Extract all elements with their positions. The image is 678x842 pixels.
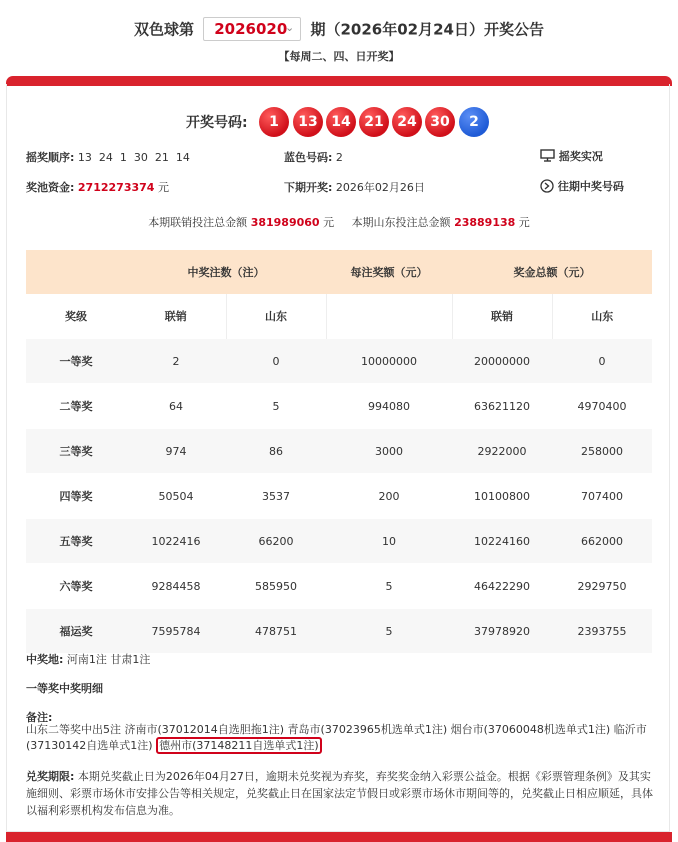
live-video-label: 摇奖实况 bbox=[558, 150, 603, 163]
table-cell: 66200 bbox=[226, 519, 326, 564]
red-ball: 21 bbox=[359, 107, 389, 137]
arrow-circle-icon bbox=[540, 179, 554, 193]
sd-sales-value: 23889138 bbox=[454, 216, 516, 229]
table-cell: 2922000 bbox=[452, 429, 552, 474]
table-cell: 二等奖 bbox=[26, 384, 126, 429]
sd-sales-label: 本期山东投注总金额 bbox=[351, 216, 451, 229]
table-cell: 50504 bbox=[126, 474, 226, 519]
table-cell: 585950 bbox=[226, 564, 326, 609]
table-cell: 2 bbox=[126, 339, 226, 384]
title-suffix: 期（2026年02月24日）开奖公告 bbox=[310, 20, 544, 39]
table-cell: 五等奖 bbox=[26, 519, 126, 564]
table-row bbox=[26, 519, 652, 564]
table-cell: 3000 bbox=[326, 429, 452, 474]
winning-numbers-label: 开奖号码: bbox=[186, 115, 248, 131]
header-union: 联销 bbox=[452, 294, 552, 339]
table-cell: 258000 bbox=[552, 429, 652, 474]
table-row bbox=[26, 609, 652, 654]
union-sales-value: 381989060 bbox=[250, 216, 320, 229]
table-cell: 200 bbox=[326, 474, 452, 519]
table-cell: 0 bbox=[226, 339, 326, 384]
highlighted-note: 德州市(37148211自选单式1注) bbox=[156, 737, 322, 754]
header-level: 奖级 bbox=[26, 294, 126, 339]
jackpot-pool-unit: 元 bbox=[157, 181, 169, 194]
jackpot-pool-label: 奖池资金: bbox=[26, 181, 75, 194]
live-video-link[interactable] bbox=[540, 148, 603, 164]
table-cell: 4970400 bbox=[552, 384, 652, 429]
bottom-accent-bar bbox=[6, 832, 672, 842]
winning-locations-value: 河南1注 甘肃1注 bbox=[66, 653, 151, 666]
notes-body: 山东二等奖中出5注 济南市(37012014自选胆拖1注) 青岛市(37023965机选单式1注) 烟台市(37060048机选单式1注) 临沂市(37130142自选单式1注) bbox=[26, 723, 647, 752]
table-cell: 10100800 bbox=[452, 474, 552, 519]
table-cell: 478751 bbox=[226, 609, 326, 654]
jackpot-pool bbox=[26, 179, 169, 195]
table-cell: 86 bbox=[226, 429, 326, 474]
red-ball: 13 bbox=[293, 107, 323, 137]
table-cell: 六等奖 bbox=[26, 564, 126, 609]
header-winner-count: 中奖注数（注） bbox=[126, 250, 326, 294]
redeem-deadline bbox=[26, 768, 658, 819]
blue-number-label: 蓝色号码: bbox=[284, 151, 333, 164]
notes-text bbox=[26, 722, 656, 754]
table-cell: 37978920 bbox=[452, 609, 552, 654]
chevron-down-icon: ⌄ bbox=[285, 21, 295, 34]
next-draw-label: 下期开奖: bbox=[284, 181, 333, 194]
table-cell: 7595784 bbox=[126, 609, 226, 654]
blue-ball: 2 bbox=[459, 107, 489, 137]
table-cell: 9284458 bbox=[126, 564, 226, 609]
table-cell: 0 bbox=[552, 339, 652, 384]
header-union: 联销 bbox=[126, 294, 226, 339]
table-cell: 一等奖 bbox=[26, 339, 126, 384]
header-sd: 山东 bbox=[552, 294, 652, 339]
sales-summary bbox=[0, 214, 678, 230]
sd-sales-unit: 元 bbox=[518, 216, 530, 229]
table-cell: 10224160 bbox=[452, 519, 552, 564]
red-ball: 30 bbox=[425, 107, 455, 137]
winning-locations bbox=[26, 651, 150, 667]
header-prize-each: 每注奖额（元） bbox=[326, 250, 452, 294]
draw-order-value: 13 24 1 30 21 14 bbox=[77, 151, 190, 164]
table-cell: 三等奖 bbox=[26, 429, 126, 474]
table-cell: 5 bbox=[326, 609, 452, 654]
header-prize-total: 奖金总额（元） bbox=[452, 250, 652, 294]
red-ball: 14 bbox=[326, 107, 356, 137]
table-cell: 662000 bbox=[552, 519, 652, 564]
table-row bbox=[26, 339, 652, 384]
prize-table bbox=[26, 250, 652, 653]
blue-number-value: 2 bbox=[335, 151, 343, 164]
first-prize-detail-heading: 一等奖中奖明细 bbox=[26, 682, 103, 695]
table-row bbox=[26, 429, 652, 474]
table-row bbox=[26, 474, 652, 519]
table-cell: 10 bbox=[326, 519, 452, 564]
table-cell: 20000000 bbox=[452, 339, 552, 384]
table-cell: 2929750 bbox=[552, 564, 652, 609]
table-cell: 3537 bbox=[226, 474, 326, 519]
table-cell: 994080 bbox=[326, 384, 452, 429]
title-prefix: 双色球第 bbox=[134, 20, 195, 39]
red-ball: 1 bbox=[259, 107, 289, 137]
table-cell: 福运奖 bbox=[26, 609, 126, 654]
table-cell: 5 bbox=[326, 564, 452, 609]
header-sd: 山东 bbox=[226, 294, 326, 339]
table-cell: 46422290 bbox=[452, 564, 552, 609]
table-cell: 1022416 bbox=[126, 519, 226, 564]
page-title bbox=[0, 17, 678, 41]
next-draw-value: 2026年02月26日 bbox=[335, 181, 425, 194]
table-cell: 5 bbox=[226, 384, 326, 429]
table-row bbox=[26, 384, 652, 429]
table-cell: 2393755 bbox=[552, 609, 652, 654]
table-subheader-row bbox=[26, 294, 652, 339]
draw-schedule: 【每周二、四、日开奖】 bbox=[278, 50, 400, 63]
redeem-text: 本期兑奖截止日为2026年04月27日，逾期未兑奖视为弃奖，弃奖奖金纳入彩票公益金。根据《彩票管理条例》及其实施细则、彩票市场休市安排公告等相关规定，兑奖截止日在国家法定节假日或彩票市场休市期间等的，兑奖截止日相应顺延，具体以福利彩票机构发布信息为准。 bbox=[26, 770, 653, 817]
blue-number bbox=[284, 149, 343, 165]
table-cell: 974 bbox=[126, 429, 226, 474]
union-sales-label: 本期联销投注总金额 bbox=[148, 216, 248, 229]
table-cell: 四等奖 bbox=[26, 474, 126, 519]
table-cell: 10000000 bbox=[326, 339, 452, 384]
winning-locations-label: 中奖地: bbox=[26, 653, 64, 666]
table-cell: 63621120 bbox=[452, 384, 552, 429]
redeem-label: 兑奖期限: bbox=[26, 770, 75, 783]
notes-label: 备注: bbox=[26, 711, 53, 724]
draw-order-label: 摇奖顺序: bbox=[26, 151, 75, 164]
table-row bbox=[26, 564, 652, 609]
issue-value: 2026020 bbox=[214, 20, 288, 38]
history-numbers-link[interactable] bbox=[540, 178, 624, 194]
union-sales-unit: 元 bbox=[323, 216, 335, 229]
table-cell: 64 bbox=[126, 384, 226, 429]
jackpot-pool-value: 2712273374 bbox=[77, 181, 155, 194]
history-numbers-label: 往期中奖号码 bbox=[557, 180, 624, 193]
table-cell: 707400 bbox=[552, 474, 652, 519]
monitor-icon bbox=[540, 149, 555, 162]
table-header-row bbox=[26, 250, 652, 294]
red-ball: 24 bbox=[392, 107, 422, 137]
draw-order bbox=[26, 149, 190, 165]
next-draw bbox=[284, 179, 425, 195]
table-header-cell bbox=[26, 250, 126, 294]
table-header-cell bbox=[326, 294, 452, 339]
issue-select[interactable] bbox=[203, 17, 301, 41]
